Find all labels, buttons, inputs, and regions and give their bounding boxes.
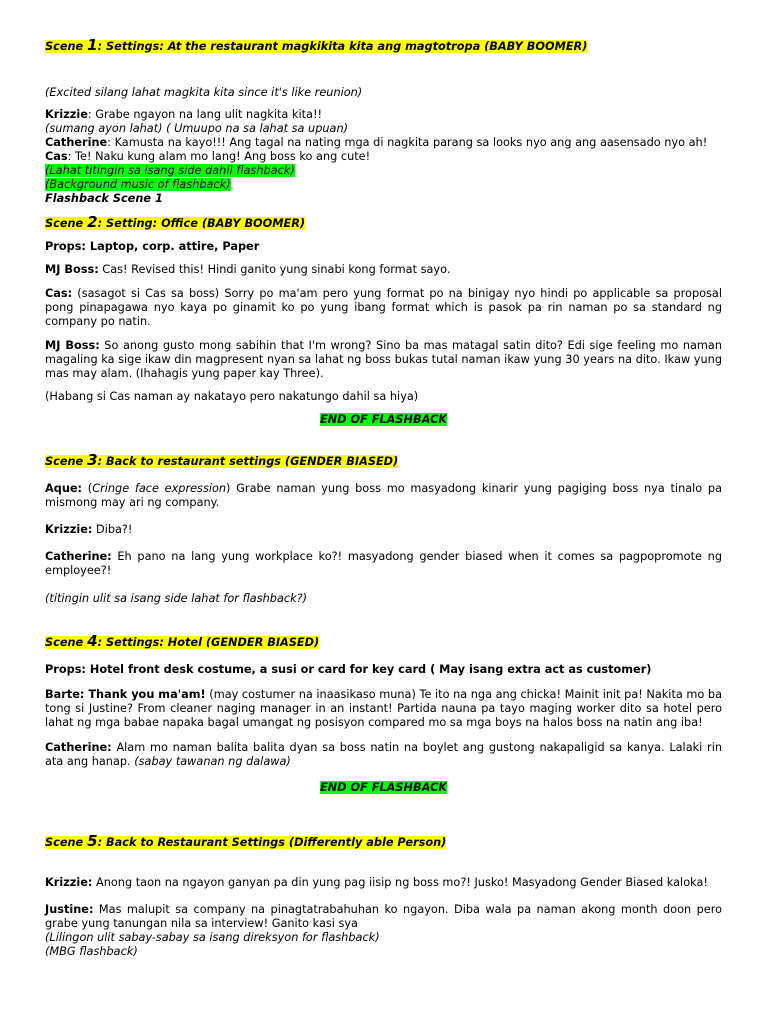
end-of-flashback-2: END OF FLASHBACK [319,781,448,794]
flashback-label: Flashback Scene 1 [45,192,163,205]
line-krizzie-3: Krizzie: Diba?! [45,523,133,536]
scene-2-heading: Scene 2: Setting: Office (BABY BOOMER) [45,213,306,231]
scene-5-heading: Scene 5: Back to Restaurant Settings (Differently able Person) [45,832,447,850]
stage-direction: (sumang ayon lahat) ( Umuupo na sa lahat sa upuan) [45,122,349,135]
scene-1-heading [45,38,722,54]
scene-number: 1 [87,36,98,54]
scene-3-direction: (titingin ulit sa isang side lahat for flashback?) [45,592,308,605]
scene-1-dialogue [45,108,722,206]
scene-2-direction: (Habang si Cas naman ay nakatayo pero nakatungo dahil sa hiya) [45,390,419,403]
line-cas-2: Cas: (sasagot si Cas sa boss) Sorry po ma'am pero yung format po na binigay nyo hindi po applicable sa proposal pong pinapagawa nyo kaya po ginamit ko po yung ibang format which is pasok pa rin naman po sa standard ng company po natin. [45,287,722,328]
scene-4-heading: Scene 4: Settings: Hotel (GENDER BIASED) [45,632,320,650]
end-of-flashback-1: END OF FLASHBACK [319,413,448,426]
line-krizzie-5: Krizzie: Anong taon na ngayon ganyan pa din yung pag iisip ng boss mo?! Jusko! Masyadong Gender Biased kaloka! [45,876,708,889]
scene-label: Scene [45,40,88,53]
scene-title: : Settings: At the restaurant magkikita kita ang magtotropa (BABY BOOMER) [97,40,588,53]
line-justine: Justine: Mas malupit sa company na pinagtatrabahuhan ko ngayon. Diba wala pa naman akong month doon pero grabe yung tanungan nila sa interview! Ganito kasi sya [45,903,722,930]
scene-4-props: Props: Hotel front desk costume, a susi or card for key card ( May isang extra act as customer) [45,663,652,676]
scene-5-direction-1: (Lilingon ulit sabay-sabay sa isang direksyon for flashback) [45,931,380,944]
line-catherine-4: Catherine: Alam mo naman balita balita dyan sa boss natin na boylet ang gustong nakapaligid sa kanya. Lalaki rin ata ang hanap. (sabay tawanan ng dalawa) [45,741,722,768]
line-krizzie: Krizzie: Grabe ngayon na lang ulit nagkita kita!! [45,108,323,121]
green-direction-2: (Background music of flashback) [45,178,231,191]
line-aque: Aque: (Cringe face expression) Grabe naman yung boss mo masyadong kinarir yung pagiging boss nya tinalo pa mismong may ari ng company. [45,482,723,509]
line-mj-boss-1: MJ Boss: Cas! Revised this! Hindi ganito yung sinabi kong format sayo. [45,263,451,276]
line-cas: Cas: Te! Naku kung alam mo lang! Ang boss ko ang cute! [45,150,371,163]
line-catherine-3: Catherine: Eh pano na lang yung workplace ko?! masyadong gender biased when it comes sa pagpopromote ng employee?! [45,550,722,577]
green-direction-1: (Lahat titingin sa isang side dahil flashback) [45,164,295,177]
intro-direction: (Excited silang lahat magkita kita since it's like reunion) [45,86,363,99]
line-barte: Barte: Thank you ma'am! (may costumer na inaasikaso muna) Te ito na nga ang chicka! Mainit init pa! Nakita mo ba tong si Justine? From cleaner naging manager in an instant! Partida nauna pa tayo maging worker dito sa hotel pero lahat ng mga babae napaka bagal umangat ng posisyon compared mo sa mga boys na halos boss na natin ang iba! [45,688,722,729]
line-mj-boss-2: MJ Boss: So anong gusto mong sabihin that I'm wrong? Sino ba mas matagal satin dito? Edi sige feeling mo naman magaling ka sige ikaw din magpresent nyan sa lahat ng boss bukas tutal naman ikaw yung 30 years na dito. Ikaw yung mas may alam. (Ihahagis yung paper kay Three). [45,339,723,380]
scene-3-heading: Scene 3: Back to restaurant settings (GENDER BIASED) [45,451,399,469]
scene-5-dialogue [45,903,722,959]
scene-2-props: Props: Laptop, corp. attire, Paper [45,240,260,253]
scene-5-direction-2: (MBG flashback) [45,945,138,958]
line-catherine: Catherine: Kamusta na kayo!!! Ang tagal na nating mga di nagkita parang sa looks nyo ang ang aasensado nyo ah! [45,136,708,149]
